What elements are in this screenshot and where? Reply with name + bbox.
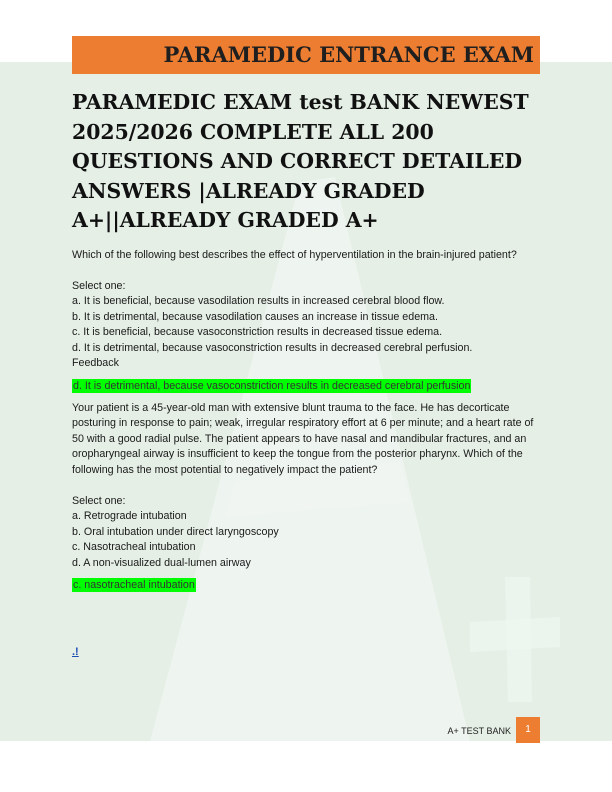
select-label: Select one: bbox=[72, 279, 126, 292]
document-title: PARAMEDIC EXAM test BANK NEWEST 2025/2026 COMPLETE ALL 200 QUESTIONS AND CORRECT DETAILED ANSWERS |ALREADY GRADED A+||ALREADY GRADED A+ bbox=[72, 90, 529, 232]
question-text: Your patient is a 45-year-old man with extensive blunt trauma to the face. He has decorticate posturing in response to pain; weak, irregular respiratory effort at 6 per minute; and a heart rate of 50 with a good radial pulse. The patient appears to have nasal and mandibular fractures, and an oropharyngeal airway is insufficient to keep the tongue from the posterior pharynx. Which of the following has the most potential to negatively impact the patient? bbox=[72, 401, 534, 476]
header-title: PARAMEDIC ENTRANCE EXAM bbox=[163, 42, 534, 67]
footer-label: A+ TEST BANK bbox=[447, 726, 511, 736]
option-b: b. Oral intubation under direct laryngoscopy bbox=[72, 525, 279, 538]
feedback-label: Feedback bbox=[72, 357, 119, 369]
option-c: c. It is beneficial, because vasoconstriction results in decreased tissue edema. bbox=[72, 326, 443, 338]
document-link[interactable]: .! bbox=[72, 646, 79, 658]
answer-highlight: c. nasotracheal intubation bbox=[73, 579, 195, 591]
question-block-2 bbox=[72, 401, 542, 601]
question-text: Which of the following best describes the effect of hyperventilation in the brain-injured patient? bbox=[72, 248, 517, 261]
option-d: d. It is detrimental, because vasoconstriction results in decreased cerebral perfusion. bbox=[72, 341, 473, 354]
document-body bbox=[72, 88, 542, 600]
option-a: a. It is beneficial, because vasodilation results in increased cerebral blood flow. bbox=[72, 295, 445, 307]
answer-highlight: d. It is detrimental, because vasoconstriction results in decreased cerebral perfusion bbox=[73, 379, 471, 392]
page-number: 1 bbox=[516, 717, 540, 743]
option-a: a. Retrograde intubation bbox=[72, 510, 187, 522]
header-banner bbox=[72, 36, 540, 74]
option-d: d. A non-visualized dual-lumen airway bbox=[72, 556, 251, 569]
select-label: Select one: bbox=[72, 494, 126, 507]
option-b: b. It is detrimental, because vasodilation causes an increase in tissue edema. bbox=[72, 310, 438, 323]
option-c: c. Nasotracheal intubation bbox=[72, 541, 196, 553]
question-block-1 bbox=[72, 248, 542, 401]
